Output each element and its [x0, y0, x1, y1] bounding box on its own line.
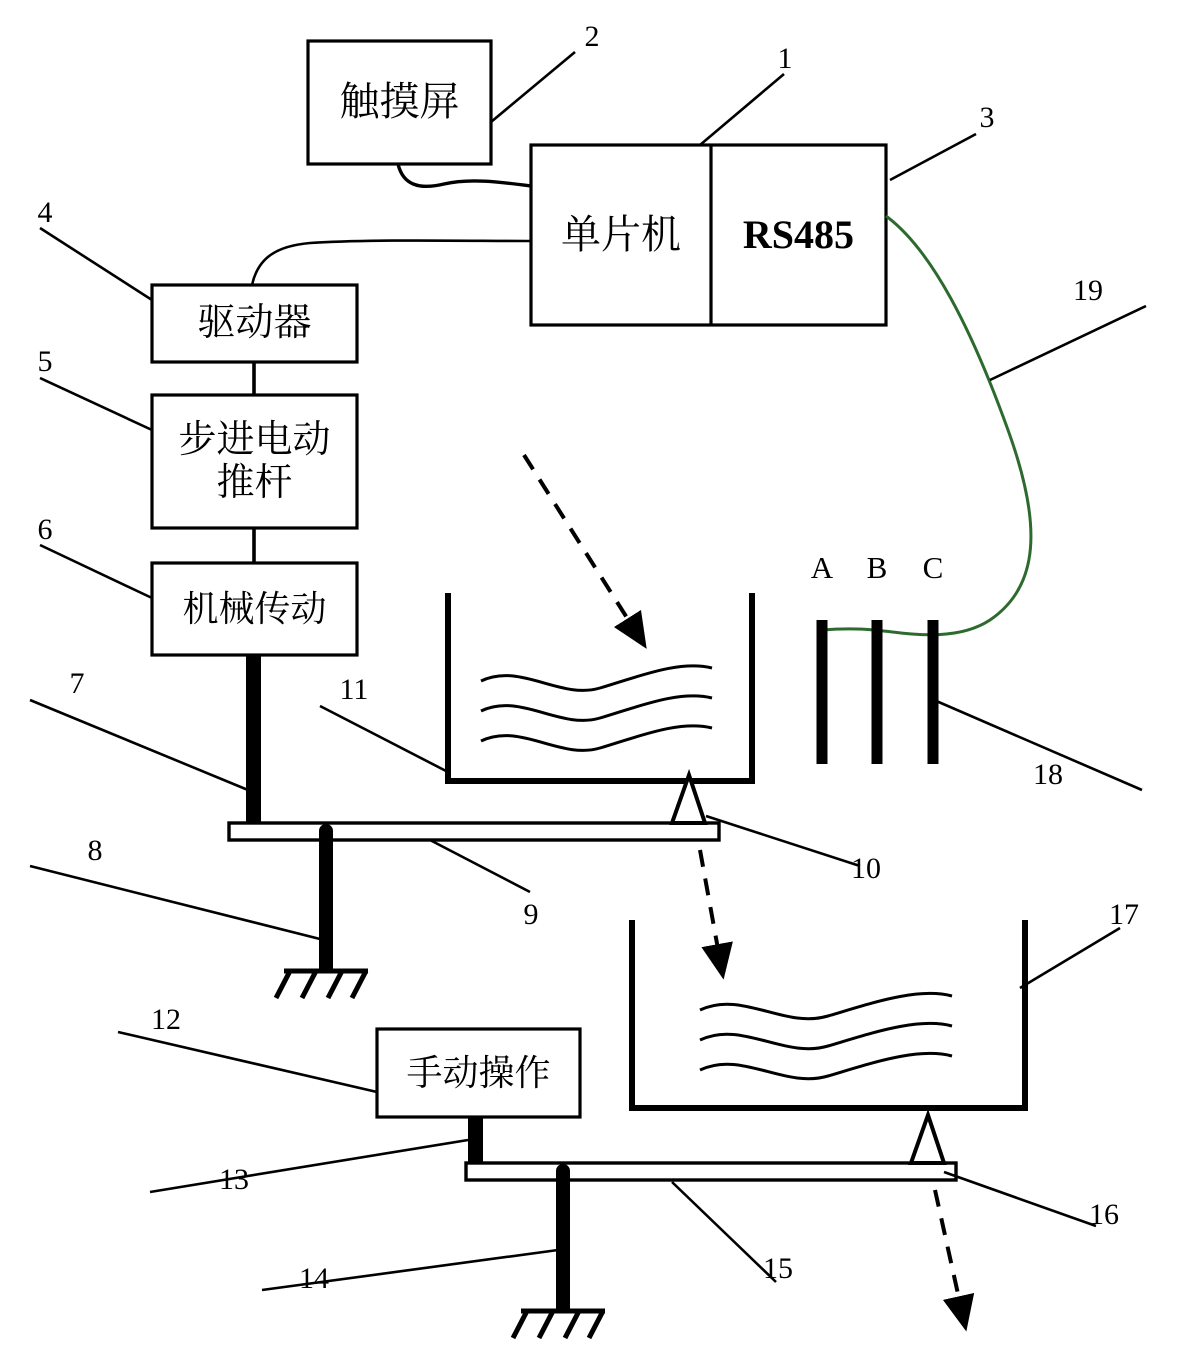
manual-label: 手动操作	[406, 1051, 551, 1093]
callout-18: 18	[1033, 758, 1063, 791]
electrode-label-a: A	[810, 550, 834, 585]
push-rod-7	[246, 655, 261, 825]
callout-12: 12	[151, 1003, 181, 1036]
wire-touchscreen-mcu	[398, 164, 531, 186]
upper-wave-1	[481, 666, 712, 691]
callout-15: 15	[763, 1252, 793, 1285]
lower-wave-3	[700, 1053, 952, 1078]
mcu-rs485-rect	[531, 145, 886, 325]
lower-vessel-outline	[632, 920, 1025, 1108]
mechanical-rect	[152, 563, 357, 655]
callout-10: 10	[851, 852, 881, 885]
touchscreen-rect	[308, 41, 491, 164]
callout-6: 6	[37, 513, 53, 546]
electrode-label-c: C	[922, 550, 944, 585]
callout-16: 16	[1089, 1198, 1119, 1231]
stepper-label: 步进电动 推杆	[178, 418, 331, 504]
lower-wave-2	[700, 1023, 952, 1048]
callout-leaders	[30, 52, 1146, 1290]
callout-4: 4	[37, 196, 53, 229]
rs485-label: RS485	[742, 211, 855, 257]
flow-arrow-in	[524, 455, 636, 632]
ground-symbol-14	[513, 1311, 605, 1338]
flow-arrow-middle	[700, 850, 720, 960]
callout-8: 8	[87, 834, 103, 867]
callout-2: 2	[584, 20, 600, 53]
callout-17: 17	[1109, 898, 1139, 931]
callout-5: 5	[37, 345, 53, 378]
lever-bar-9	[229, 823, 719, 840]
pivot-joint-14	[556, 1164, 570, 1178]
callout-7: 7	[69, 667, 85, 700]
pivot-post-14	[556, 1171, 570, 1311]
electrode-label-b: B	[866, 550, 888, 585]
manual-rod-13	[468, 1117, 483, 1165]
callout-13: 13	[219, 1163, 249, 1196]
touchscreen-label: 触摸屏	[339, 80, 460, 125]
callout-9: 9	[523, 898, 539, 931]
valve-16	[911, 1115, 944, 1163]
mcu-label: 单片机	[561, 212, 681, 257]
manual-rect	[377, 1029, 580, 1117]
driver-rect	[152, 285, 357, 362]
upper-wave-2	[481, 696, 712, 721]
callout-11: 11	[339, 673, 369, 706]
mechanical-label: 机械传动	[182, 587, 327, 629]
upper-wave-3	[481, 726, 712, 751]
ground-symbol-8	[276, 971, 368, 998]
pivot-post-8	[319, 831, 333, 971]
electrode-rods-18	[822, 620, 933, 764]
callout-1: 1	[777, 42, 793, 75]
pivot-joint-8	[319, 824, 333, 838]
driver-label: 驱动器	[197, 302, 312, 345]
callout-14: 14	[299, 1262, 329, 1295]
wire-mcu-driver	[252, 241, 531, 286]
callout-19: 19	[1073, 274, 1103, 307]
flow-arrow-out	[935, 1190, 962, 1312]
callout-3: 3	[979, 101, 995, 134]
signal-wire-19	[822, 216, 1031, 635]
lower-wave-1	[700, 993, 952, 1018]
lever-bar-15	[466, 1163, 956, 1180]
stepper-rect	[152, 395, 357, 528]
